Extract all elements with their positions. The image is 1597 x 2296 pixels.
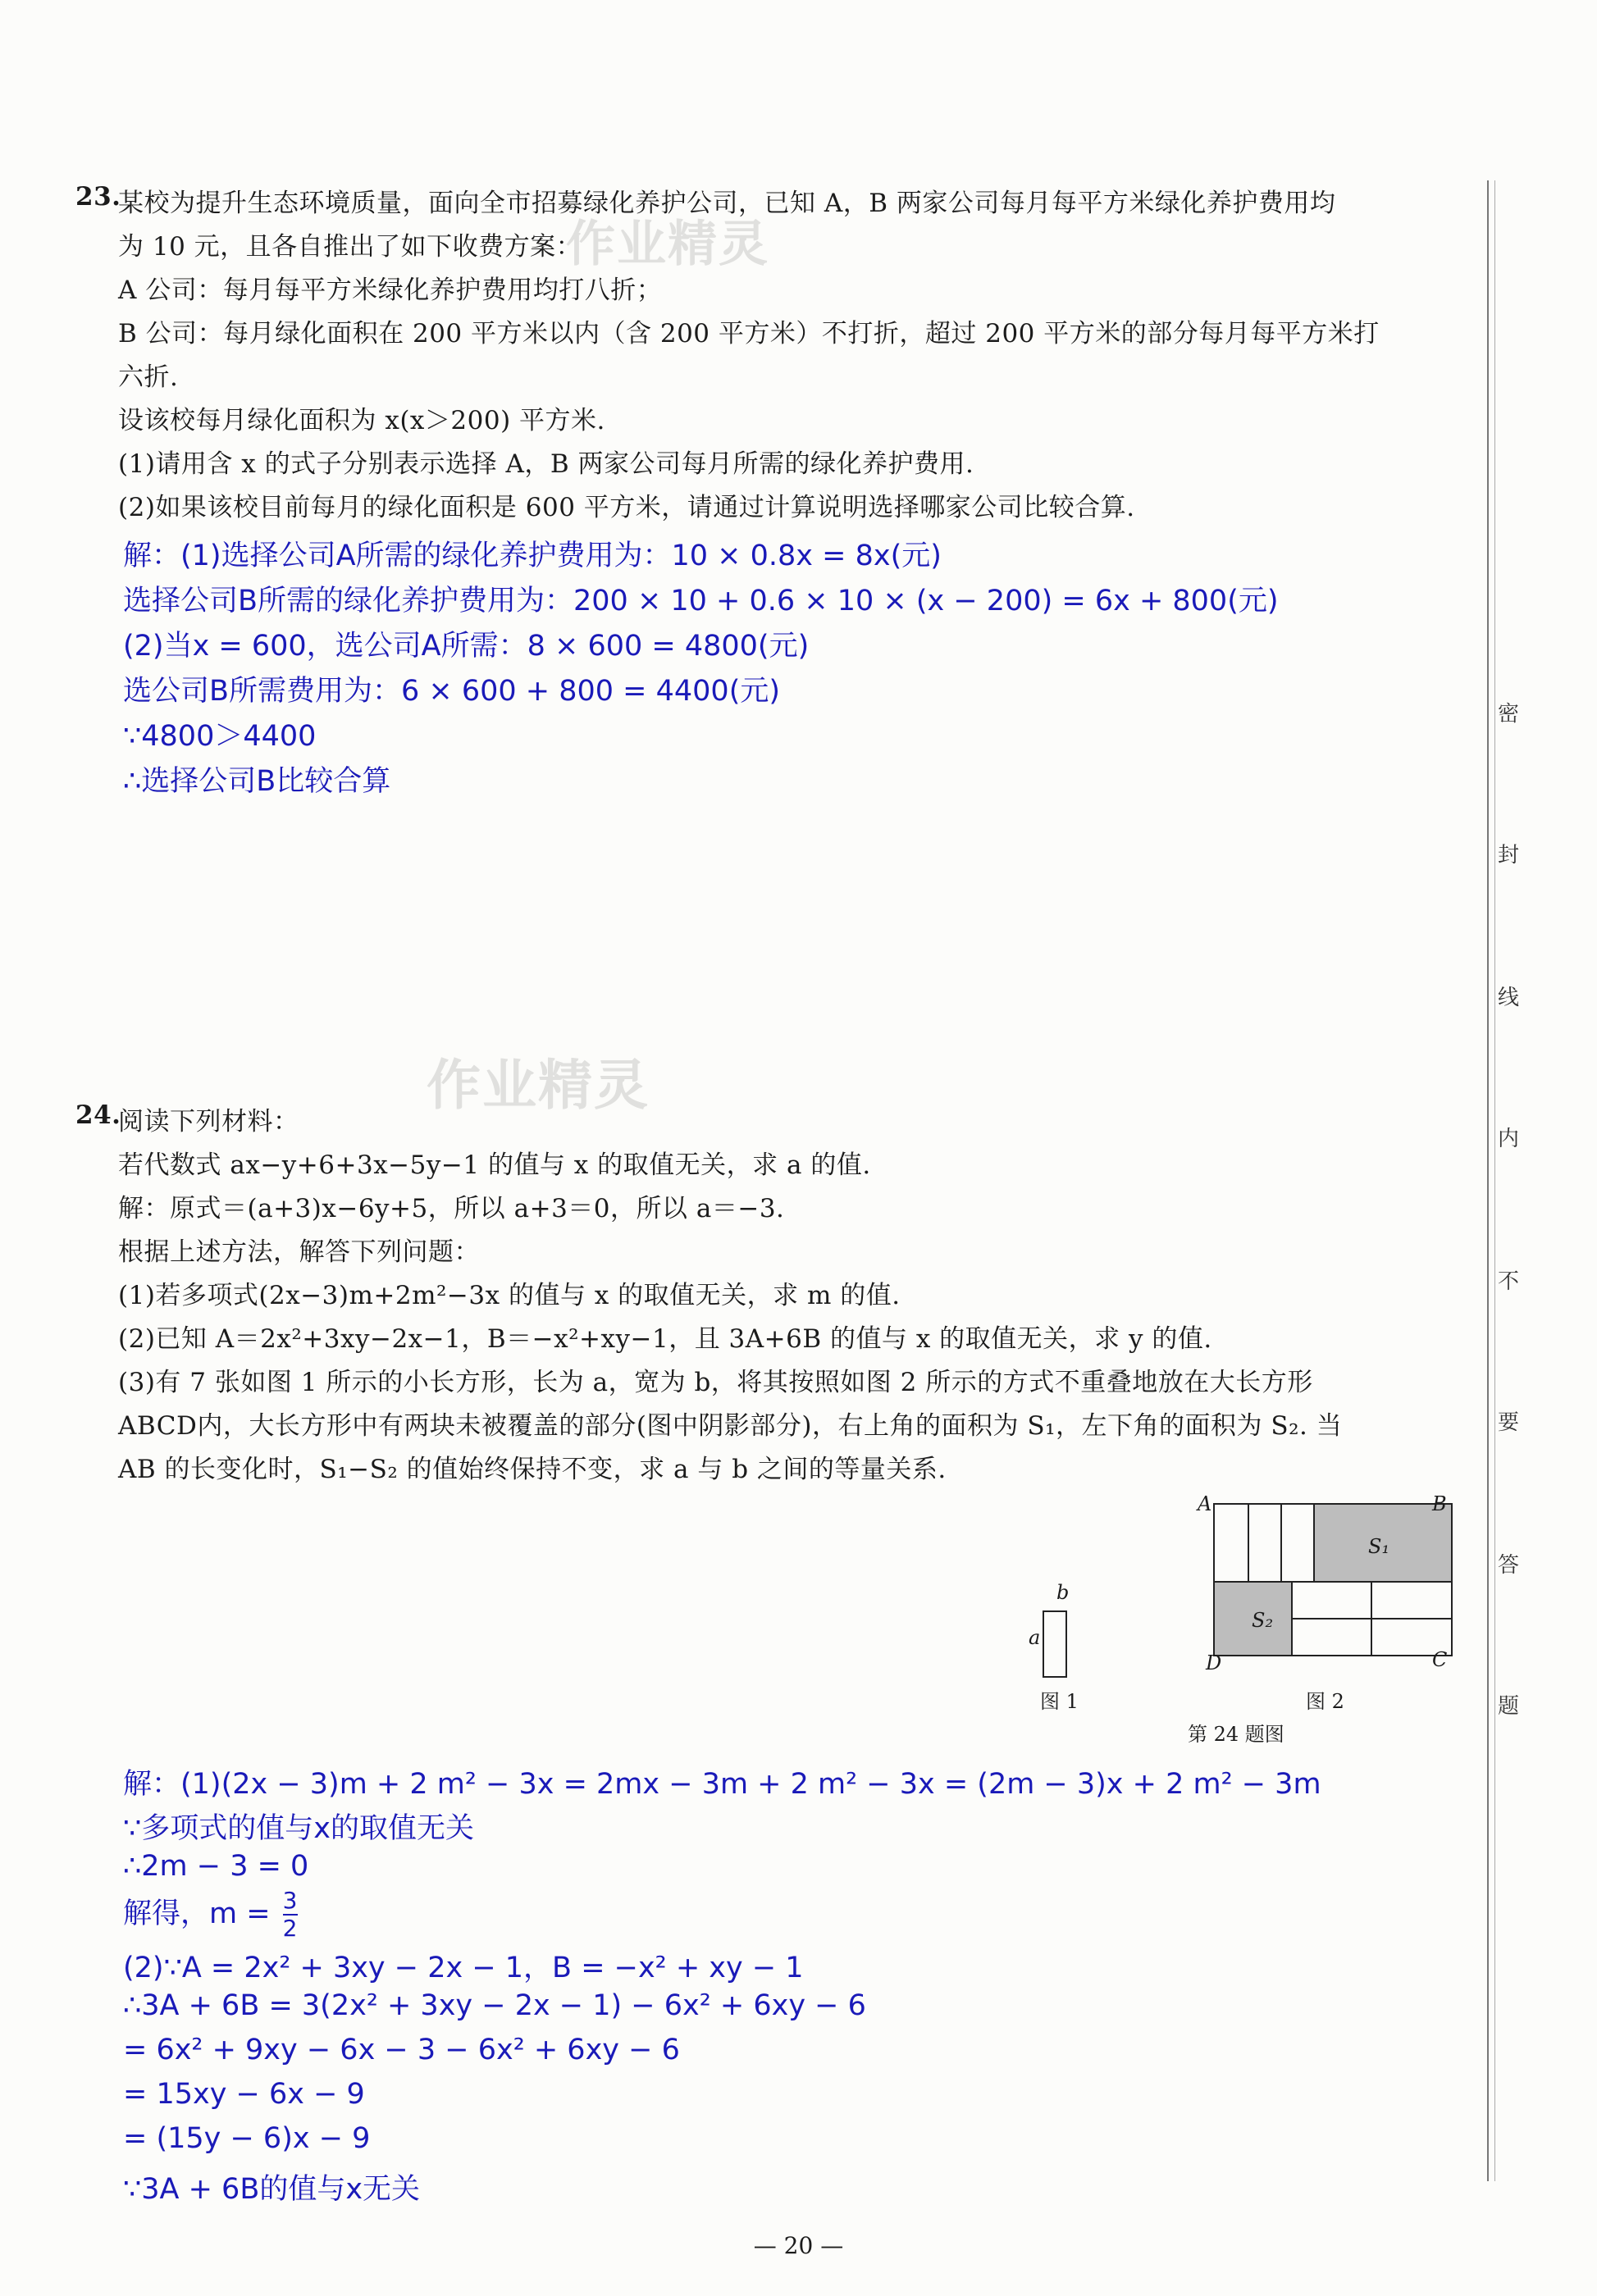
seal-line bbox=[1487, 180, 1489, 2181]
answer-line: 选公司B所需费用为：6 × 600 + 800 = 4400(元) bbox=[123, 675, 781, 708]
problem-text-line: ABCD内，大长方形中有两块未被覆盖的部分(图中阴影部分)，右上角的面积为 S₁，左下角的面积为 S₂. 当 bbox=[118, 1411, 1343, 1441]
seal-char: 要 bbox=[1498, 1410, 1520, 1435]
problem-number: 24. bbox=[75, 1100, 121, 1130]
problem-text-line: (1)若多项式(2x−3)m+2m²−3x 的值与 x 的取值无关，求 m 的值. bbox=[118, 1281, 901, 1310]
answer-line: ∴2m − 3 = 0 bbox=[123, 1850, 309, 1883]
answer-line: ∵4800＞4400 bbox=[123, 720, 317, 753]
problem-text-line: 为 10 元，且各自推出了如下收费方案： bbox=[118, 232, 582, 262]
answer-line: (2)∵A = 2x² + 3xy − 2x − 1，B = −x² + xy − 1 bbox=[123, 1952, 804, 1984]
answer-text: 解得，m = bbox=[123, 1897, 280, 1930]
fraction-denominator: 2 bbox=[282, 1915, 298, 1942]
fig1-label-b: b bbox=[1056, 1581, 1070, 1604]
problem-text-line: 解：原式＝(a+3)x−6y+5，所以 a+3＝0，所以 a＝−3. bbox=[118, 1194, 785, 1223]
s1-label: S₁ bbox=[1368, 1535, 1390, 1558]
seal-char: 答 bbox=[1498, 1553, 1520, 1578]
problem-text-line: (2)已知 A＝2x²+3xy−2x−1，B＝−x²+xy−1，且 3A+6B 的值与 x 的取值无关，求 y 的值. bbox=[118, 1324, 1212, 1354]
problem-text-line: 阅读下列材料： bbox=[118, 1107, 299, 1137]
watermark: 作业精灵 bbox=[427, 1054, 650, 1117]
figure-caption: 第 24 题图 bbox=[1188, 1723, 1284, 1746]
fig1-rectangle bbox=[1043, 1611, 1066, 1677]
seal-char: 不 bbox=[1498, 1269, 1520, 1294]
answer-line: 解：(1)选择公司A所需的绿化养护费用为：10 × 0.8x = 8x(元) bbox=[123, 540, 942, 572]
page-number: — 20 — bbox=[753, 2232, 844, 2259]
problem-text-line: (3)有 7 张如图 1 所示的小长方形，长为 a，宽为 b，将其按照如图 2 所示的方式不重叠地放在大长方形 bbox=[118, 1368, 1313, 1397]
problem-text-line: B 公司：每月绿化面积在 200 平方米以内（含 200 平方米）不打折，超过 200 平方米的部分每月每平方米打 bbox=[118, 319, 1380, 348]
fig2-caption: 图 2 bbox=[1306, 1690, 1344, 1713]
problem-text-line: (1)请用含 x 的式子分别表示选择 A，B 两家公司每月所需的绿化养护费用. bbox=[118, 449, 974, 479]
answer-line: = 6x² + 9xy − 6x − 3 − 6x² + 6xy − 6 bbox=[123, 2034, 680, 2066]
problem-number: 23. bbox=[75, 182, 121, 212]
fig1-caption: 图 1 bbox=[1040, 1690, 1079, 1713]
answer-line bbox=[123, 1889, 298, 1940]
problem-text-line: 若代数式 ax−y+6+3x−5y−1 的值与 x 的取值无关，求 a 的值. bbox=[118, 1150, 871, 1180]
answer-line: ∴3A + 6B = 3(2x² + 3xy − 2x − 1) − 6x² + 6xy − 6 bbox=[123, 1989, 866, 2022]
problem-text-line: 某校为提升生态环境质量，面向全市招募绿化养护公司，已知 A，B 两家公司每月每平方米绿化养护费用均 bbox=[118, 189, 1336, 218]
answer-line: = 15xy − 6x − 9 bbox=[123, 2078, 365, 2111]
fraction-m bbox=[283, 1889, 298, 1940]
answer-line: 解：(1)(2x − 3)m + 2 m² − 3x = 2mx − 3m + 2 m² − 3x = (2m − 3)x + 2 m² − 3m bbox=[123, 1768, 1321, 1801]
corner-d-label: D bbox=[1206, 1651, 1222, 1674]
answer-line: = (15y − 6)x − 9 bbox=[123, 2122, 371, 2155]
seal-char: 线 bbox=[1498, 986, 1520, 1010]
seal-char: 封 bbox=[1498, 843, 1520, 868]
problem-text-line: (2)如果该校目前每月的绿化面积是 600 平方米，请通过计算说明选择哪家公司比较合算. bbox=[118, 493, 1135, 522]
problem-text-line: 设该校每月绿化面积为 x(x＞200) 平方米. bbox=[118, 406, 605, 435]
seal-char: 密 bbox=[1498, 702, 1520, 727]
corner-c-label: C bbox=[1432, 1648, 1448, 1671]
seal-char: 内 bbox=[1498, 1127, 1520, 1151]
answer-line: ∴选择公司B比较合算 bbox=[123, 765, 391, 798]
watermark: 作业精灵 bbox=[566, 216, 769, 273]
s2-label: S₂ bbox=[1252, 1609, 1274, 1632]
problem-text-line: 根据上述方法，解答下列问题： bbox=[118, 1237, 480, 1267]
answer-line: 选择公司B所需的绿化养护费用为：200 × 10 + 0.6 × 10 × (x − 200) = 6x + 800(元) bbox=[123, 585, 1279, 617]
fig1-label-a: a bbox=[1029, 1626, 1041, 1649]
answer-line: ∵3A + 6B的值与x无关 bbox=[123, 2173, 421, 2206]
corner-b-label: B bbox=[1432, 1492, 1447, 1515]
corner-a-label: A bbox=[1198, 1492, 1212, 1515]
answer-line: ∵多项式的值与x的取值无关 bbox=[123, 1812, 474, 1845]
problem-text-line: AB 的长变化时，S₁−S₂ 的值始终保持不变，求 a 与 b 之间的等量关系. bbox=[118, 1455, 947, 1484]
fraction-numerator: 3 bbox=[282, 1887, 298, 1914]
seal-line-inner bbox=[1494, 180, 1495, 2181]
seal-char: 题 bbox=[1498, 1694, 1520, 1719]
problem-text-line: 六折. bbox=[118, 362, 179, 392]
answer-line: (2)当x = 600，选公司A所需：8 × 600 = 4800(元) bbox=[123, 630, 810, 663]
problem-text-line: A 公司：每月每平方米绿化养护费用均打八折； bbox=[118, 276, 663, 305]
